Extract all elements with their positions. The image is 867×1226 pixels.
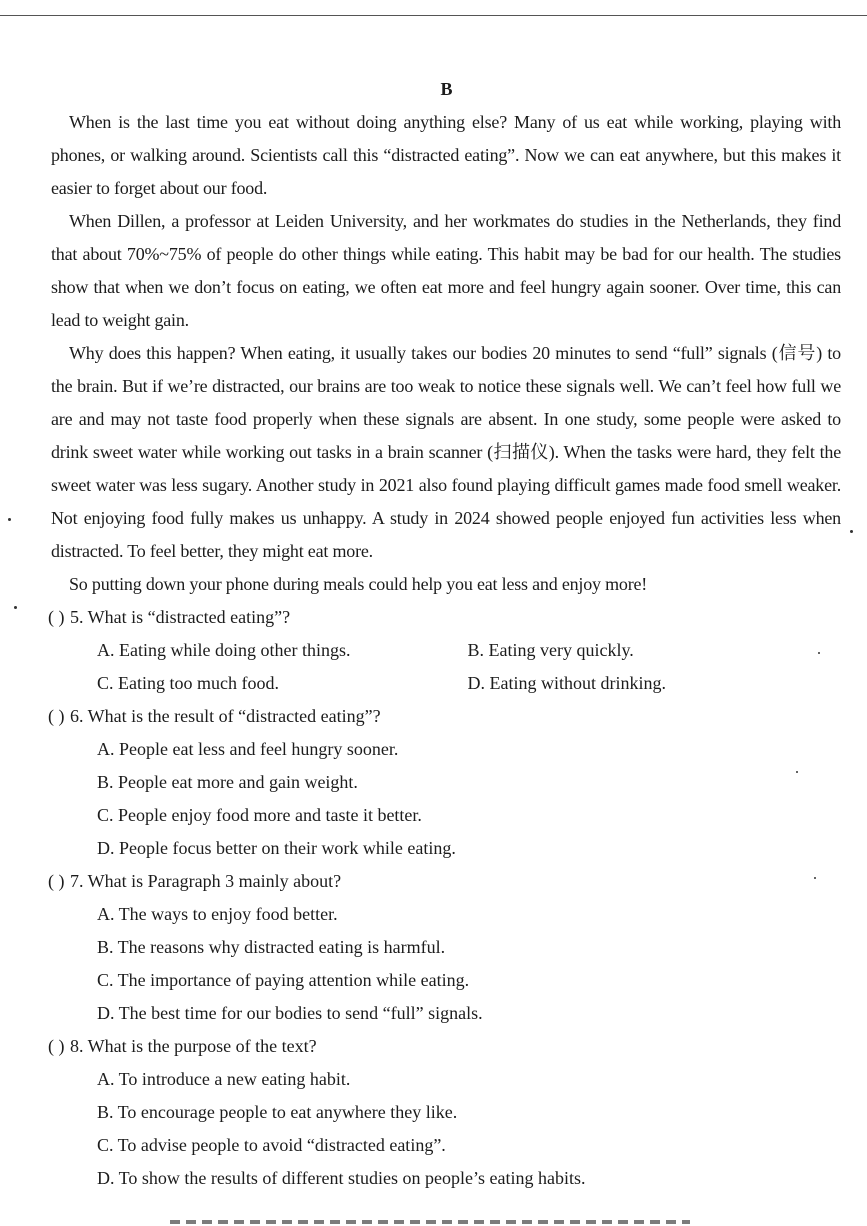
paragraph-1: When is the last time you eat without doing anything else? Many of us eat while working, playing with phones, or walking around. Scientists call this “distracted eating”. Now we can eat anywhere, but this makes it easier to forget about our food. xyxy=(51,112,841,198)
option-c[interactable]: C. Eating too much food. xyxy=(97,673,279,693)
question-stem: 6. What is the result of “distracted eating”? xyxy=(70,706,381,726)
scan-speck xyxy=(818,652,820,654)
answer-blank[interactable]: ( ) xyxy=(48,607,65,627)
paragraph-2: When Dillen, a professor at Leiden University, and her workmates do studies in the Netherlands, they find that about 70%~75% of people do other things while eating. This habit may be bad for our health. The studies show that when we don’t focus on eating, we often eat more and feel hungry again sooner. Over time, this can lead to weight gain. xyxy=(51,211,841,330)
option-d[interactable]: D. The best time for our bodies to send “full” signals. xyxy=(97,1003,483,1023)
question-6 xyxy=(48,700,838,865)
scan-speck xyxy=(850,530,853,533)
question-stem-row xyxy=(48,1030,838,1063)
question-stem: 8. What is the purpose of the text? xyxy=(70,1036,317,1056)
option-a[interactable]: A. The ways to enjoy food better. xyxy=(97,904,338,924)
option-a[interactable]: A. People eat less and feel hungry sooner. xyxy=(97,739,399,759)
top-rule xyxy=(0,15,867,16)
section-label: B xyxy=(440,79,453,99)
option-c[interactable]: C. To advise people to avoid “distracted eating”. xyxy=(97,1135,446,1155)
option-row xyxy=(48,634,838,667)
cropped-footer-text xyxy=(170,1212,690,1226)
question-7 xyxy=(48,865,838,1030)
option-b[interactable]: B. Eating very quickly. xyxy=(467,640,634,660)
scan-speck xyxy=(14,606,17,609)
paragraph-3: Why does this happen? When eating, it usually takes our bodies 20 minutes to send “full” signals (信号) to the brain. But if we’re distracted, our brains are too weak to notice these signals well. We can’t feel how full we are and may not taste food properly when these signals are absent. In one study, some people were asked to drink sweet water while working out tasks in a brain scanner (扫描仪). When the tasks were hard, they felt the sweet water was less sugary. Another study in 2021 also found playing difficult games made food smell weaker. Not enjoying food fully makes us unhappy. A study in 2024 showed people enjoyed fun activities less when distracted. To feel better, they might eat more. xyxy=(51,343,841,561)
question-stem-row xyxy=(48,700,838,733)
question-stem-row xyxy=(48,865,838,898)
option-d[interactable]: D. To show the results of different studies on people’s eating habits. xyxy=(97,1168,586,1188)
question-5 xyxy=(48,601,838,700)
option-b[interactable]: B. People eat more and gain weight. xyxy=(97,772,358,792)
scan-speck xyxy=(796,771,798,773)
option-d[interactable]: D. People focus better on their work while eating. xyxy=(97,838,456,858)
option-d[interactable]: D. Eating without drinking. xyxy=(467,673,666,693)
option-a[interactable]: A. To introduce a new eating habit. xyxy=(97,1069,351,1089)
scan-speck xyxy=(8,518,11,521)
option-row xyxy=(48,667,838,700)
question-stem: 7. What is Paragraph 3 mainly about? xyxy=(70,871,342,891)
option-c[interactable]: C. People enjoy food more and taste it better. xyxy=(97,805,422,825)
question-8 xyxy=(48,1030,838,1195)
option-b[interactable]: B. The reasons why distracted eating is harmful. xyxy=(97,937,446,957)
option-b[interactable]: B. To encourage people to eat anywhere they like. xyxy=(97,1102,458,1122)
question-stem-row xyxy=(48,601,838,634)
option-c[interactable]: C. The importance of paying attention while eating. xyxy=(97,970,470,990)
question-list xyxy=(48,601,838,1195)
reading-passage xyxy=(51,106,841,601)
answer-blank[interactable]: ( ) xyxy=(48,871,65,891)
answer-blank[interactable]: ( ) xyxy=(48,706,65,726)
scan-speck xyxy=(814,877,816,879)
option-a[interactable]: A. Eating while doing other things. xyxy=(97,640,351,660)
question-stem: 5. What is “distracted eating”? xyxy=(70,607,291,627)
paragraph-4: So putting down your phone during meals could help you eat less and enjoy more! xyxy=(69,574,648,594)
answer-blank[interactable]: ( ) xyxy=(48,1036,65,1056)
